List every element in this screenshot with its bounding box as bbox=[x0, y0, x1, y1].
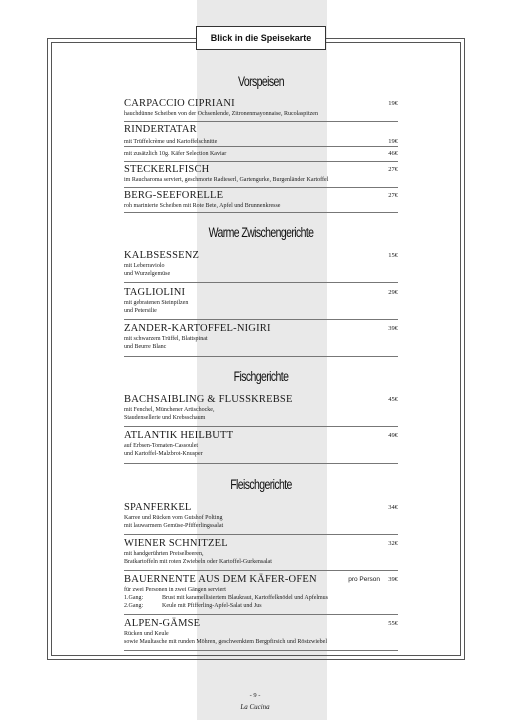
item-price: 45€ bbox=[388, 396, 398, 403]
divider bbox=[124, 570, 398, 571]
item-price: 15€ bbox=[388, 252, 398, 259]
divider bbox=[124, 534, 398, 535]
item-name: ATLANTIK HEILBUTT bbox=[124, 430, 234, 441]
course-label: 1.Gang: bbox=[124, 595, 144, 602]
item-description: mit Fenchel, Münchener Artischocke, bbox=[124, 407, 215, 413]
item-description: im Raucharoma serviert, geschmorte Radieserl, Gartengurke, Burgenländer Kartoffel bbox=[124, 177, 329, 183]
item-option: mit zusätzlich 10g. Käfer Selection Kaviar bbox=[124, 151, 227, 157]
item-description: roh marinierte Scheiben mit Rote Bete, Apfel und Brunnenkresse bbox=[124, 203, 281, 209]
item-description: Staudensellerie und Krebsschaum bbox=[124, 415, 206, 422]
item-price: 29€ bbox=[388, 289, 398, 296]
item-price: 27€ bbox=[388, 192, 398, 199]
menu-item-tagliolini bbox=[124, 287, 398, 315]
item-price: 46€ bbox=[388, 150, 398, 157]
item-description: Rücken und Keule bbox=[124, 631, 169, 637]
item-description: mit gebratenen Steinpilzen bbox=[124, 300, 189, 306]
divider bbox=[124, 614, 398, 615]
item-description: und Beurre Blanc bbox=[124, 344, 167, 351]
divider bbox=[124, 187, 398, 188]
divider bbox=[124, 282, 398, 283]
item-name: BACHSAIBLING & FLUSSKREBSE bbox=[124, 394, 293, 405]
menu-item-berg-seeforelle bbox=[124, 190, 398, 210]
page-title: Blick in die Speisekarte bbox=[196, 26, 326, 50]
item-name: BERG-SEEFORELLE bbox=[124, 190, 224, 201]
divider bbox=[124, 212, 398, 213]
item-price: 32€ bbox=[388, 540, 398, 547]
divider bbox=[124, 319, 398, 320]
section-title-fischgerichte: Fischgerichte bbox=[233, 368, 289, 386]
item-name: SPANFERKEL bbox=[124, 502, 192, 513]
item-description: sowie Maultasche mit runden Möhren, geschwenktem Bergpfirsich und Röstzwiebel bbox=[124, 639, 328, 646]
divider bbox=[124, 161, 398, 162]
item-description: mit schwarzem Trüffel, Blattspinat bbox=[124, 336, 208, 342]
course-text: Keule mit Pfifferling-Apfel-Salat und Jus bbox=[162, 603, 262, 610]
menu-item-wiener-schnitzel bbox=[124, 538, 398, 566]
item-name: TAGLIOLINI bbox=[124, 287, 186, 298]
item-price: 27€ bbox=[388, 166, 398, 173]
item-name: KALBSESSENZ bbox=[124, 250, 200, 261]
item-name: ZANDER-KARTOFFEL-NIGIRI bbox=[124, 323, 271, 334]
item-price: 39€ bbox=[388, 325, 398, 332]
menu-item-rindertatar-option bbox=[124, 150, 398, 158]
divider bbox=[124, 463, 398, 464]
item-description: Bratkartoffeln mit roten Zwiebeln oder Kartoffel-Gurkensalat bbox=[124, 559, 272, 566]
course-text: Brust mit karamellisiertem Blaukraut, Kartoffelknödel und Apfelmus bbox=[162, 595, 329, 602]
menu-item-carpaccio bbox=[124, 98, 398, 118]
item-name: CARPACCIO CIPRIANI bbox=[124, 98, 235, 109]
section-title-fleischgerichte: Fleischgerichte bbox=[230, 476, 292, 494]
item-name: ALPEN-GÄMSE bbox=[124, 618, 201, 629]
item-price: 55€ bbox=[388, 620, 398, 627]
menu-item-atlantik-heilbutt bbox=[124, 430, 398, 458]
menu-item-bauernente bbox=[124, 574, 398, 611]
divider bbox=[124, 356, 398, 357]
course-line bbox=[124, 594, 398, 602]
item-description: für zwei Personen in zwei Gängen serviert bbox=[124, 587, 226, 593]
divider bbox=[124, 426, 398, 427]
item-description: und Wurzelgemüse bbox=[124, 271, 171, 278]
menu-item-rindertatar bbox=[124, 124, 398, 146]
menu-item-steckerlfisch bbox=[124, 164, 398, 184]
item-price: 49€ bbox=[388, 432, 398, 439]
item-description: mit Leberraviolo bbox=[124, 263, 165, 269]
item-price: 19€ bbox=[388, 138, 398, 145]
item-price: 34€ bbox=[388, 504, 398, 511]
item-option: mit Trüffelcrème und Kartoffelschnitte bbox=[124, 139, 218, 145]
page-number: - 9 - bbox=[249, 692, 261, 699]
item-name: WIENER SCHNITZEL bbox=[124, 538, 228, 549]
menu-item-bachsaibling bbox=[124, 394, 398, 422]
item-name: STECKERLFISCH bbox=[124, 164, 210, 175]
item-description: auf Erbsen-Tomaten-Cassoulet bbox=[124, 443, 199, 449]
item-price: 39€ bbox=[388, 576, 398, 583]
item-name: BAUERNENTE AUS DEM KÄFER-OFEN bbox=[124, 574, 317, 585]
menu-item-spanferkel bbox=[124, 502, 398, 530]
item-description: mit lauwarmem Gemüse-Pfifferlingssalat bbox=[124, 523, 224, 530]
section-title-warme-zwischengerichte: Warme Zwischengerichte bbox=[208, 224, 314, 242]
item-description: hauchdünne Scheiben von der Ochsenlende, Zitronenmayonnaise, Rucolaspitzen bbox=[124, 111, 318, 117]
per-person-label: pro Person bbox=[348, 576, 380, 583]
restaurant-logo: La Cucina bbox=[240, 703, 270, 711]
item-description: und Kartoffel-Malzbrot-Knusper bbox=[124, 451, 203, 458]
item-description: Karree und Rücken vom Gutshof Polting bbox=[124, 515, 223, 521]
menu-item-kalbsessenz bbox=[124, 250, 398, 278]
divider bbox=[124, 121, 398, 122]
course-label: 2.Gang: bbox=[124, 603, 144, 610]
item-description: und Petersilie bbox=[124, 308, 157, 315]
menu-item-zander-nigiri bbox=[124, 323, 398, 351]
item-name: RINDERTATAR bbox=[124, 124, 197, 135]
item-description: mit handgerührten Preiselbeeren, bbox=[124, 551, 204, 557]
divider bbox=[124, 146, 398, 147]
item-price: 19€ bbox=[388, 100, 398, 107]
divider bbox=[124, 650, 398, 651]
menu-item-alpen-gaemse bbox=[124, 618, 398, 646]
course-line bbox=[124, 602, 398, 610]
section-title-vorspeisen: Vorspeisen bbox=[238, 73, 284, 91]
